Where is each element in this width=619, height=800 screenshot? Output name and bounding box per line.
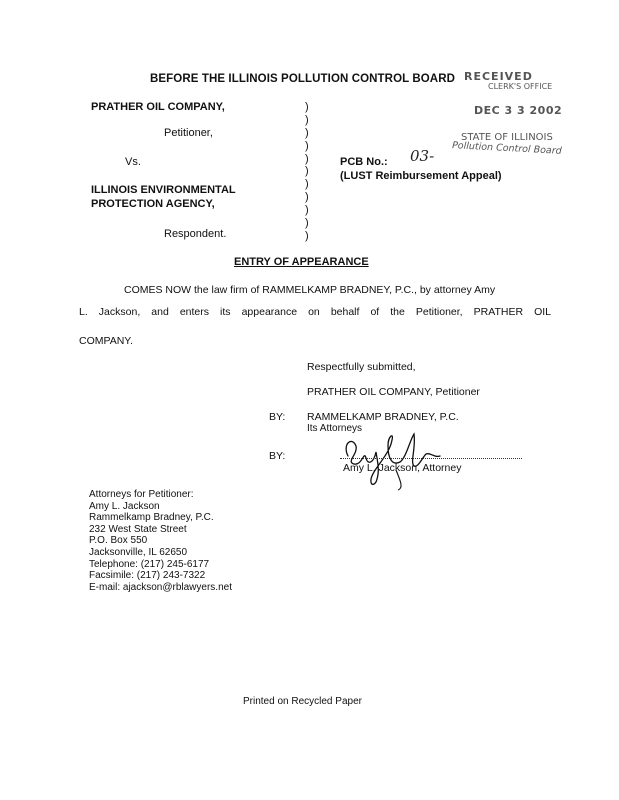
by-label-2: BY: <box>269 450 286 462</box>
stamp-board: Pollution Control Board <box>451 140 562 157</box>
firm-name: RAMMELKAMP BRADNEY, P.C. <box>307 411 459 423</box>
contact-line: Telephone: (217) 245-6177 <box>89 558 210 570</box>
email-line: E-mail: ajackson@rblawyers.net <box>89 581 232 593</box>
handwritten-signature <box>318 422 488 492</box>
petitioner-role: Petitioner, <box>164 127 213 139</box>
paren: ) <box>305 217 309 230</box>
paren: ) <box>305 126 309 139</box>
contact-line: Jacksonville, IL 62650 <box>89 546 188 558</box>
respondent-line-1: ILLINOIS ENVIRONMENTAL <box>91 184 236 196</box>
caption-parens <box>305 101 309 243</box>
versus-label: Vs. <box>125 156 141 168</box>
respondent-line-2: PROTECTION AGENCY, <box>91 198 215 210</box>
attorney-contact-block <box>89 489 232 593</box>
contact-line: 232 West State Street <box>89 523 187 535</box>
respondent-role: Respondent. <box>164 228 227 240</box>
paren: ) <box>305 191 309 204</box>
stamp-date: DEC 3 3 2002 <box>474 104 563 117</box>
board-title: BEFORE THE ILLINOIS POLLUTION CONTROL BOARD <box>150 73 456 85</box>
entry-of-appearance-heading: ENTRY OF APPEARANCE <box>234 256 369 268</box>
pcb-label: PCB No.: <box>340 156 388 168</box>
its-attorneys: Its Attorneys <box>307 423 363 434</box>
party-name: PRATHER OIL COMPANY, Petitioner <box>307 386 480 398</box>
stamp-received: RECEIVED <box>464 70 533 83</box>
paren: ) <box>305 229 309 242</box>
contact-line: Attorneys for Petitioner: <box>89 489 194 500</box>
stamp-state: STATE OF ILLINOIS <box>461 132 553 143</box>
contact-line: Rammelkamp Bradney, P.C. <box>89 512 214 524</box>
paren: ) <box>305 204 309 217</box>
paren: ) <box>305 139 309 152</box>
recycled-paper-note: Printed on Recycled Paper <box>243 696 362 707</box>
pcb-number: 03- <box>410 147 435 165</box>
paragraph-line-2: L. Jackson, and enters its appearance on behalf of the Petitioner, PRATHER OIL <box>79 306 551 318</box>
contact-line: Facsimile: (217) 243-7322 <box>89 570 206 582</box>
paragraph-line-3: COMPANY. <box>79 335 133 347</box>
appeal-type: (LUST Reimbursement Appeal) <box>340 170 502 182</box>
stamp-office: CLERK'S OFFICE <box>488 82 553 91</box>
contact-line: Amy L. Jackson <box>89 500 160 512</box>
contact-line: P.O. Box 550 <box>89 535 148 547</box>
signer-name: Amy L. Jackson, Attorney <box>343 462 462 474</box>
paren: ) <box>305 152 309 165</box>
signature-line <box>340 458 522 459</box>
petitioner-name: PRATHER OIL COMPANY, <box>91 101 225 113</box>
paren: ) <box>305 178 309 191</box>
paren: ) <box>305 165 309 178</box>
closing: Respectfully submitted, <box>307 361 416 373</box>
paren: ) <box>305 113 309 126</box>
paren: ) <box>305 101 309 113</box>
by-label-1: BY: <box>269 411 286 423</box>
paragraph-line-1: COMES NOW the law firm of RAMMELKAMP BRADNEY, P.C., by attorney Amy <box>124 284 496 296</box>
